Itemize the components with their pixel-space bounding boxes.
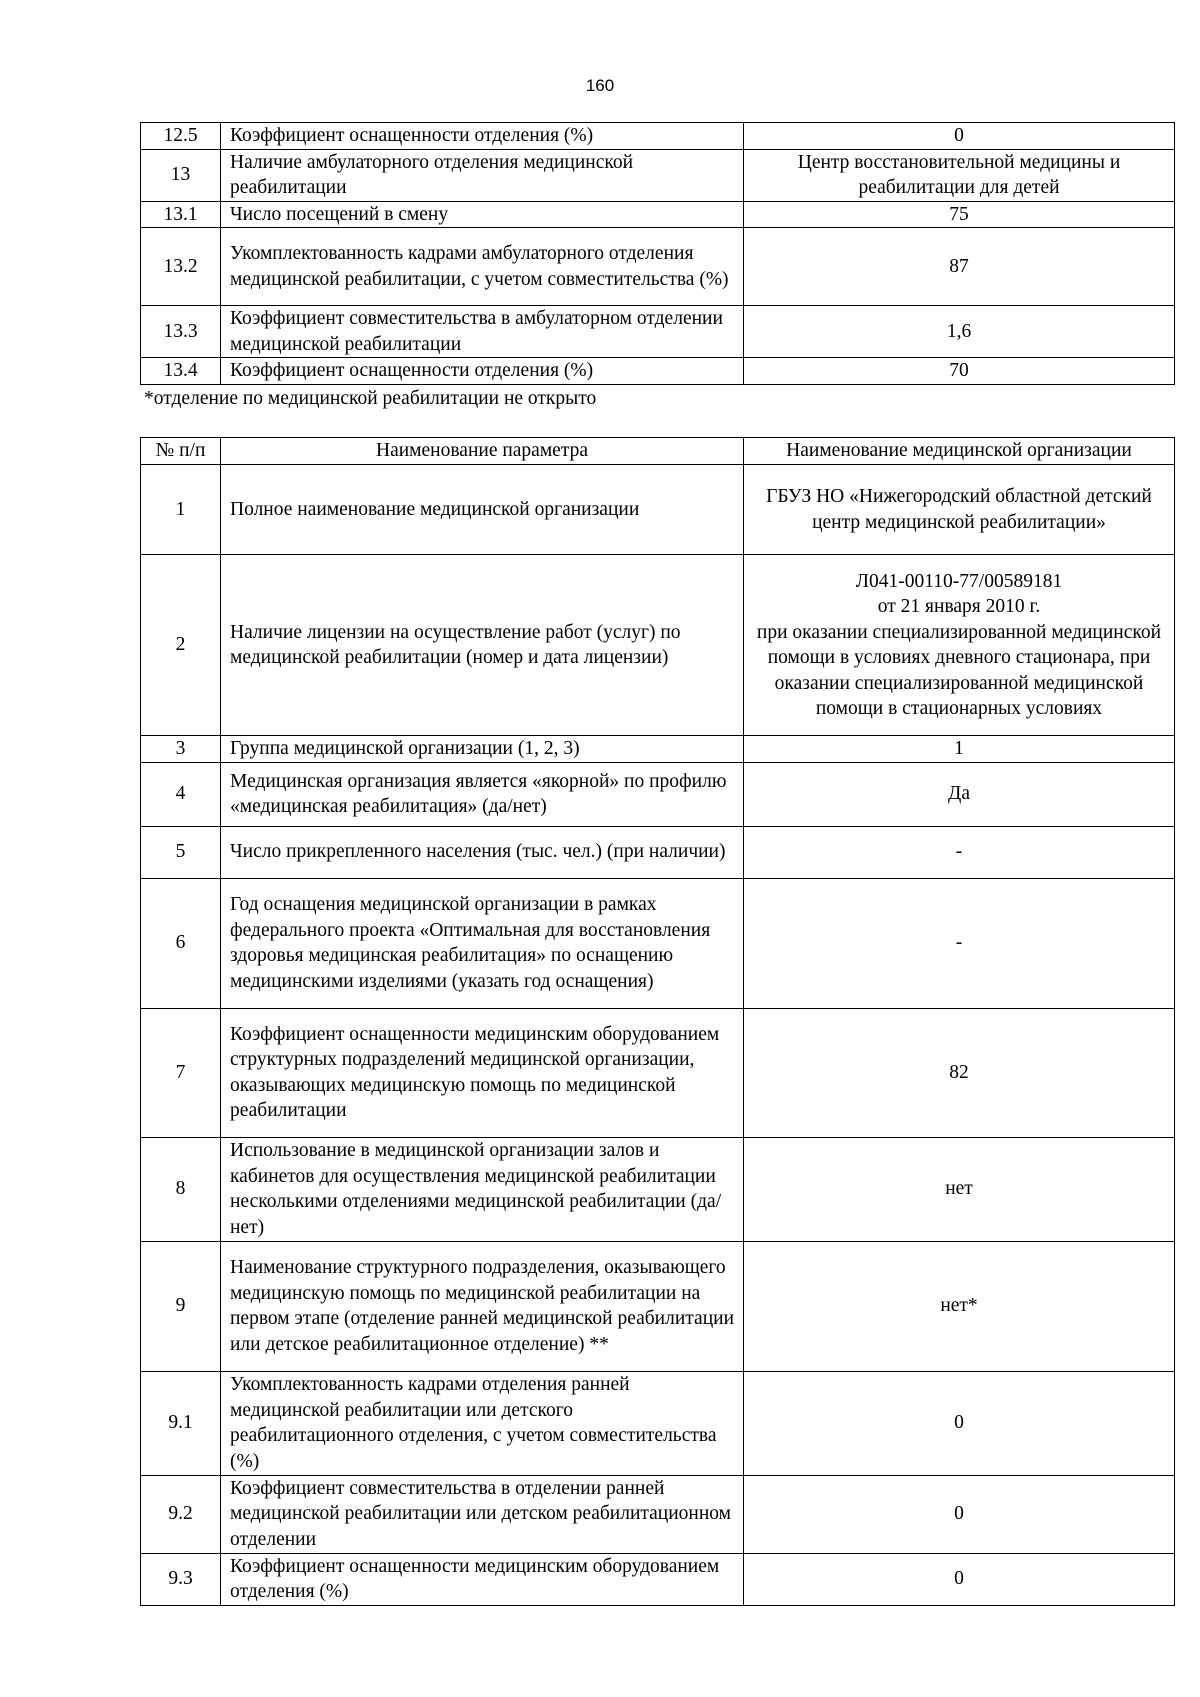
row-value: - [744, 878, 1175, 1008]
table-row [141, 555, 1175, 736]
row-parameter: Коэффициент совместительства в отделении ранней медицинской реабилитации или детском реабилитационном отделении [221, 1475, 744, 1553]
row-parameter: Число прикрепленного населения (тыс. чел.) (при наличии) [221, 826, 744, 878]
row-number: 2 [141, 555, 221, 736]
table-row [141, 228, 1175, 306]
table-main [140, 437, 1175, 1606]
row-value: 75 [744, 201, 1175, 228]
table-row [141, 762, 1175, 826]
row-number: 9.3 [141, 1553, 221, 1605]
table-row [141, 1137, 1175, 1241]
header-number: № п/п [141, 438, 221, 465]
table-row [141, 149, 1175, 201]
license-scope: при оказании специализированной медицинской помощи в условиях дневного стационара, при оказании специализированной медицинской помощи в стационарных условиях [756, 621, 1162, 719]
row-value: 1 [744, 736, 1175, 763]
row-parameter: Коэффициент оснащенности отделения (%) [221, 358, 744, 385]
row-parameter: Коэффициент совместительства в амбулаторном отделении медицинской реабилитации [221, 306, 744, 358]
table-row [141, 358, 1175, 385]
row-parameter: Наличие лицензии на осуществление работ (услуг) по медицинской реабилитации (номер и дата лицензии) [221, 555, 744, 736]
row-value: нет [744, 1137, 1175, 1241]
row-value: 0 [744, 1553, 1175, 1605]
table-row [141, 465, 1175, 555]
row-number: 7 [141, 1008, 221, 1137]
license-value [744, 555, 1175, 736]
table-row [141, 201, 1175, 228]
row-value: 82 [744, 1008, 1175, 1137]
table-row [141, 1371, 1175, 1475]
row-number: 13.1 [141, 201, 221, 228]
table-row [141, 736, 1175, 763]
row-parameter: Год оснащения медицинской организации в рамках федерального проекта «Оптимальная для восстановления здоровья медицинская реабилитация» по оснащению медицинскими изделиями (указать год оснащения) [221, 878, 744, 1008]
row-parameter: Использование в медицинской организации залов и кабинетов для осуществления медицинской реабилитации несколькими отделениями медицинской реабилитации (да/нет) [221, 1137, 744, 1241]
table-header-row [141, 438, 1175, 465]
row-number: 4 [141, 762, 221, 826]
row-number: 9 [141, 1241, 221, 1371]
row-parameter: Коэффициент оснащенности медицинским оборудованием отделения (%) [221, 1553, 744, 1605]
license-number: Л041-00110-77/00589181 [855, 570, 1063, 592]
row-number: 13.3 [141, 306, 221, 358]
row-number: 12.5 [141, 123, 221, 150]
table-row [141, 1241, 1175, 1371]
row-number: 13.4 [141, 358, 221, 385]
license-date: от 21 января 2010 г. [877, 596, 1041, 617]
table-top [140, 122, 1175, 385]
row-number: 6 [141, 878, 221, 1008]
row-number: 9.1 [141, 1371, 221, 1475]
row-value: 0 [744, 1475, 1175, 1553]
row-number: 5 [141, 826, 221, 878]
row-parameter: Коэффициент оснащенности отделения (%) [221, 123, 744, 150]
row-number: 13.2 [141, 228, 221, 306]
row-parameter: Наличие амбулаторного отделения медицинской реабилитации [221, 149, 744, 201]
row-parameter: Группа медицинской организации (1, 2, 3) [221, 736, 744, 763]
header-organization: Наименование медицинской организации [744, 438, 1175, 465]
table-row [141, 1553, 1175, 1605]
row-value: 70 [744, 358, 1175, 385]
footnote: *отделение по медицинской реабилитации не открыто [144, 388, 597, 409]
row-number: 3 [141, 736, 221, 763]
table-row [141, 1008, 1175, 1137]
row-value: - [744, 826, 1175, 878]
row-parameter: Медицинская организация является «якорной» по профилю «медицинская реабилитация» (да/нет) [221, 762, 744, 826]
table-row [141, 878, 1175, 1008]
page-number: 160 [585, 76, 615, 95]
row-number: 1 [141, 465, 221, 555]
row-value: нет* [744, 1241, 1175, 1371]
row-parameter: Коэффициент оснащенности медицинским оборудованием структурных подразделений медицинской организации, оказывающих медицинскую помощь по медицинской реабилитации [221, 1008, 744, 1137]
table-row [141, 306, 1175, 358]
table-row [141, 123, 1175, 150]
header-parameter: Наименование параметра [221, 438, 744, 465]
row-parameter: Наименование структурного подразделения, оказывающего медицинскую помощь по медицинской реабилитации на первом этапе (отделение ранней медицинской реабилитации или детское реабилитационное отделение) ** [221, 1241, 744, 1371]
row-number: 9.2 [141, 1475, 221, 1553]
table-row [141, 1475, 1175, 1553]
row-value: 0 [744, 123, 1175, 150]
row-value: 0 [744, 1371, 1175, 1475]
row-value: ГБУЗ НО «Нижегородский областной детский центр медицинской реабилитации» [744, 465, 1175, 555]
table-row [141, 826, 1175, 878]
row-parameter: Число посещений в смену [221, 201, 744, 228]
row-parameter: Укомплектованность кадрами амбулаторного отделения медицинской реабилитации, с учетом совместительства (%) [221, 228, 744, 306]
row-parameter: Полное наименование медицинской организации [221, 465, 744, 555]
row-number: 8 [141, 1137, 221, 1241]
row-value: 87 [744, 228, 1175, 306]
row-value: Центр восстановительной медицины и реабилитации для детей [744, 149, 1175, 201]
row-value: Да [744, 762, 1175, 826]
row-number: 13 [141, 149, 221, 201]
row-parameter: Укомплектованность кадрами отделения ранней медицинской реабилитации или детского реабилитационного отделения, с учетом совместительства (%) [221, 1371, 744, 1475]
row-value: 1,6 [744, 306, 1175, 358]
